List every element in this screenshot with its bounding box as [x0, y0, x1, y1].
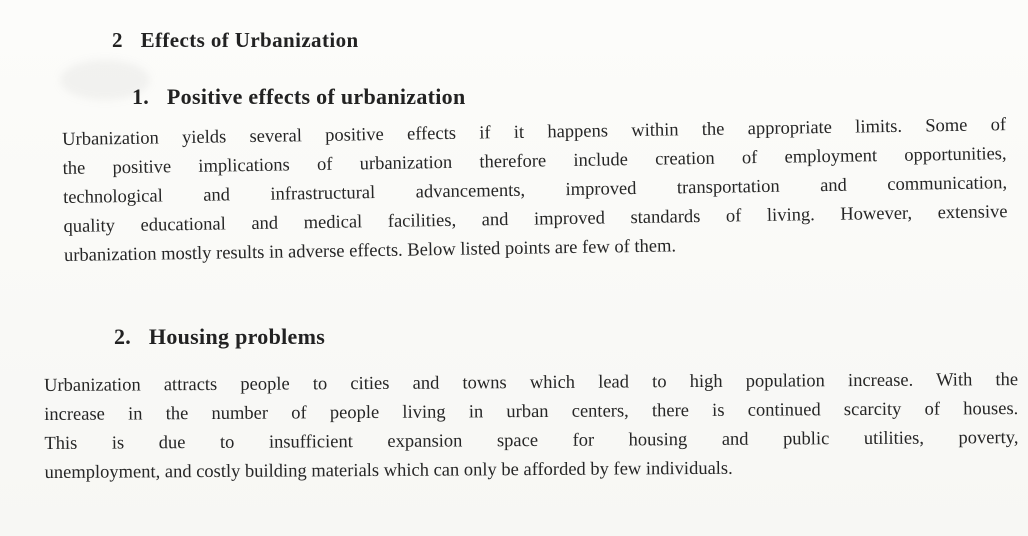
main-heading: [112, 28, 359, 53]
paragraph-housing-problems: [44, 366, 1019, 488]
paragraph-line: the positive implications of urbanization therefore include creation of employment opportunities,: [62, 144, 1007, 179]
paragraph-line: increase in the number of people living in urban centers, there is continued scarcity of houses.: [44, 399, 1019, 425]
main-heading-number: 2: [112, 28, 123, 52]
paragraph-line: technological and infrastructural advancements, improved transportation and communication,: [62, 173, 1008, 208]
section-title: Positive effects of urbanization: [166, 84, 466, 109]
paragraph-line: urbanization mostly results in adverse effects. Below listed points are few of them.: [63, 236, 677, 266]
section-number: 2.: [114, 324, 132, 349]
section-heading-housing-problems: [114, 324, 325, 350]
section-title: Housing problems: [148, 324, 326, 349]
paragraph-line: Urbanization yields several positive effects if it happens within the appropriate limits. Some of: [62, 115, 1007, 150]
paragraph-line: This is due to insufficient expansion space for housing and public utilities, poverty,: [44, 428, 1019, 454]
paragraph-line: unemployment, and costly building materials which can only be afforded by few individuals.: [44, 458, 733, 483]
paragraph-line: quality educational and medical facilities, and improved standards of living. However, extensive: [63, 202, 1008, 237]
section-number: 1.: [132, 84, 150, 109]
paragraph-line: Urbanization attracts people to cities and towns which lead to high population increase. With the: [44, 370, 1019, 396]
paragraph-positive-effects: [62, 111, 1008, 271]
main-heading-title: Effects of Urbanization: [140, 28, 359, 52]
section-heading-positive-effects: [132, 84, 466, 110]
